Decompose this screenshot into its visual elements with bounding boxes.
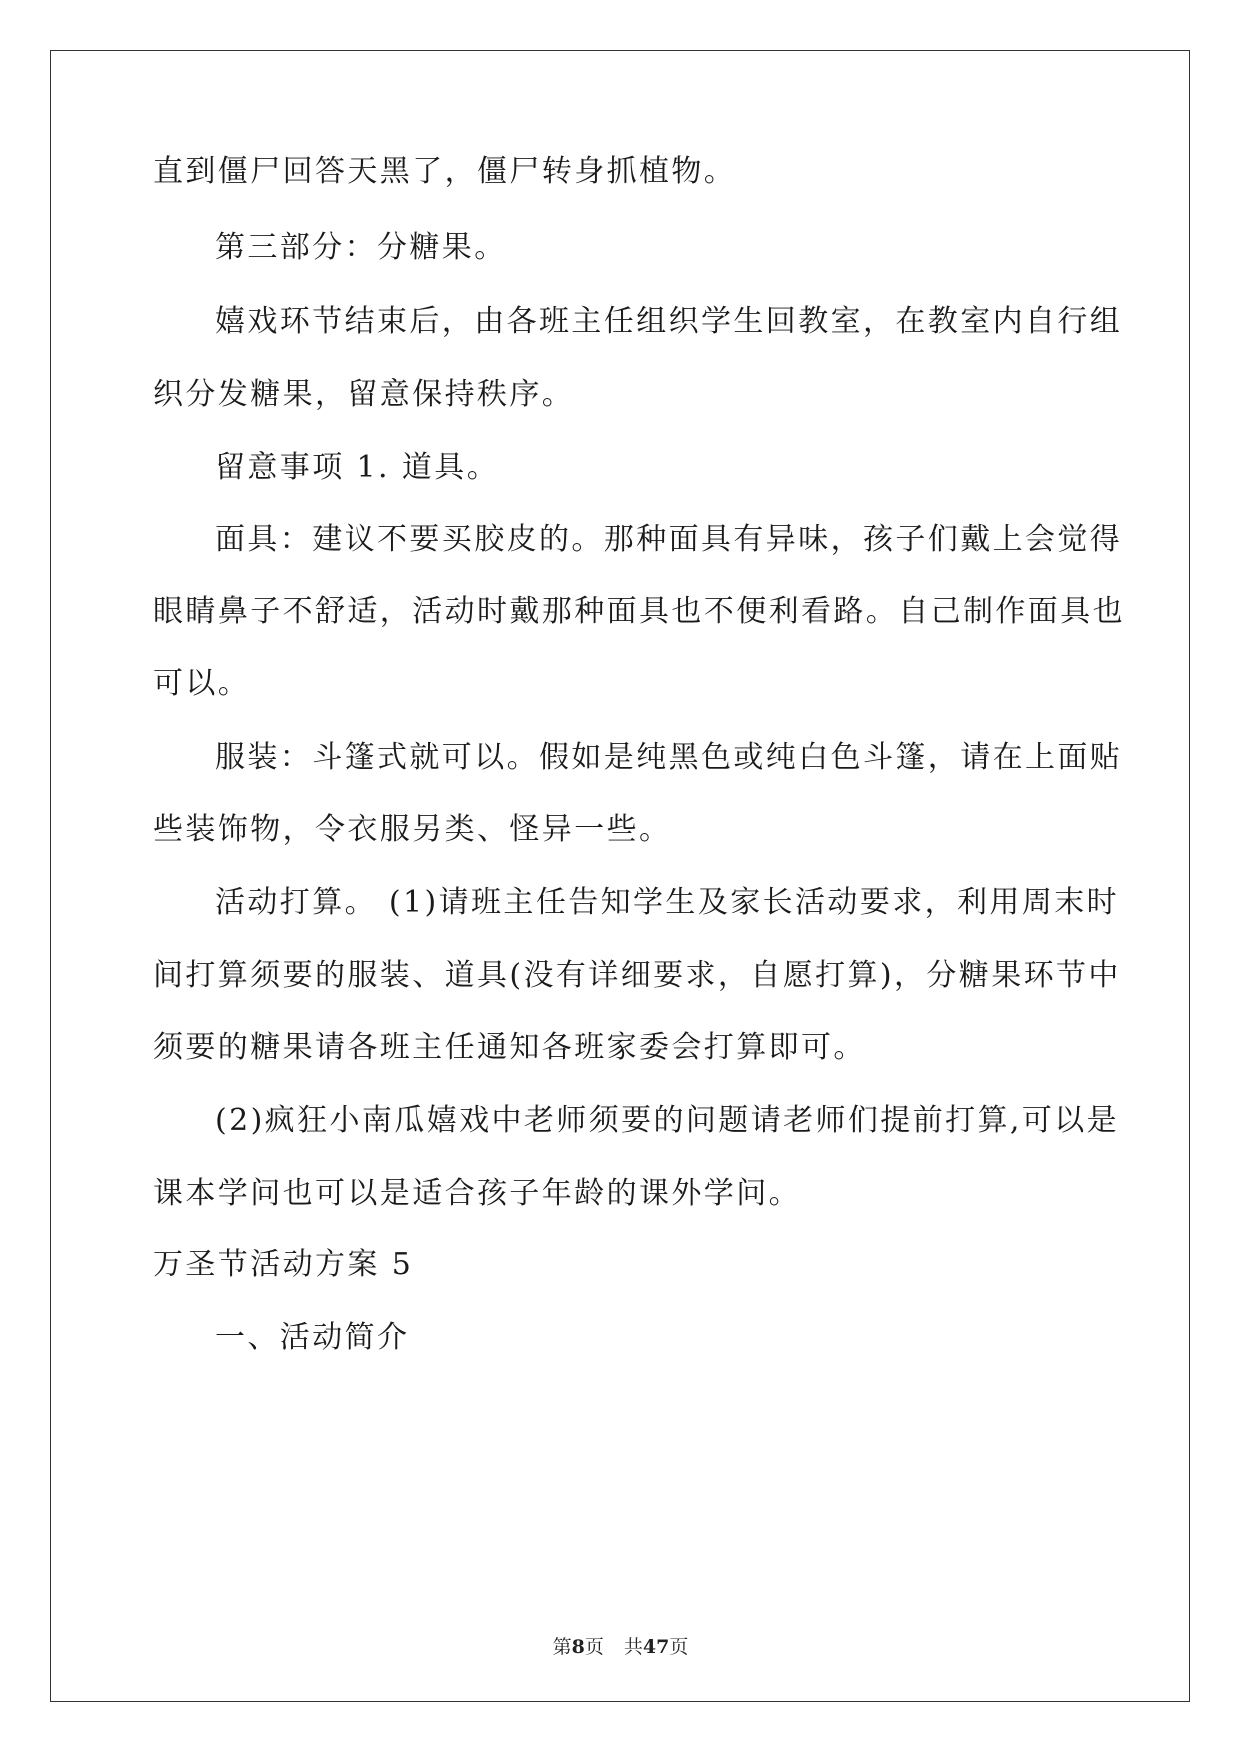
total-suffix: 页 bbox=[669, 1636, 689, 1658]
paragraph-line: 课本学问也可以是适合孩子年龄的课外学问。 bbox=[153, 1176, 801, 1211]
paragraph-line: 间打算须要的服装、道具(没有详细要求，自愿打算)，分糖果环节中 bbox=[153, 958, 1121, 993]
section-heading: 留意事项 1. 道具。 bbox=[215, 450, 500, 485]
paragraph-line: (2)疯狂小南瓜嬉戏中老师须要的问题请老师们提前打算,可以是 bbox=[215, 1103, 1120, 1138]
paragraph-line: 织分发糖果，留意保持秩序。 bbox=[153, 377, 575, 412]
paragraph-line: 活动打算。 (1)请班主任告知学生及家长活动要求，利用周末时 bbox=[215, 885, 1120, 920]
paragraph-line: 可以。 bbox=[153, 666, 251, 701]
page-number: 8 bbox=[571, 1636, 585, 1658]
page-suffix: 页 bbox=[584, 1636, 604, 1658]
paragraph-line: 些装饰物，令衣服另类、怪异一些。 bbox=[153, 812, 672, 847]
document-heading: 万圣节活动方案 5 bbox=[153, 1247, 414, 1282]
paragraph-line: 面具：建议不要买胶皮的。那种面具有异味，孩子们戴上会觉得 bbox=[215, 522, 1123, 557]
paragraph-line: 嬉戏环节结束后，由各班主任组织学生回教室，在教室内自行组 bbox=[215, 304, 1123, 339]
paragraph-line: 直到僵尸回答天黑了，僵尸转身抓植物。 bbox=[153, 154, 737, 189]
total-prefix: 共 bbox=[623, 1636, 643, 1658]
paragraph-line: 眼睛鼻子不舒适，活动时戴那种面具也不便利看路。自己制作面具也 bbox=[153, 594, 1125, 629]
paragraph-line: 服装：斗篷式就可以。假如是纯黑色或纯白色斗篷，请在上面贴 bbox=[215, 740, 1123, 775]
page-footer bbox=[0, 1635, 1241, 1659]
total-pages: 47 bbox=[642, 1636, 670, 1658]
page-border bbox=[50, 50, 1190, 1702]
paragraph-line: 须要的糖果请各班主任通知各班家委会打算即可。 bbox=[153, 1030, 866, 1065]
section-heading: 一、活动简介 bbox=[215, 1320, 410, 1355]
page-prefix: 第 bbox=[552, 1636, 572, 1658]
section-heading: 第三部分：分糖果。 bbox=[215, 230, 507, 265]
